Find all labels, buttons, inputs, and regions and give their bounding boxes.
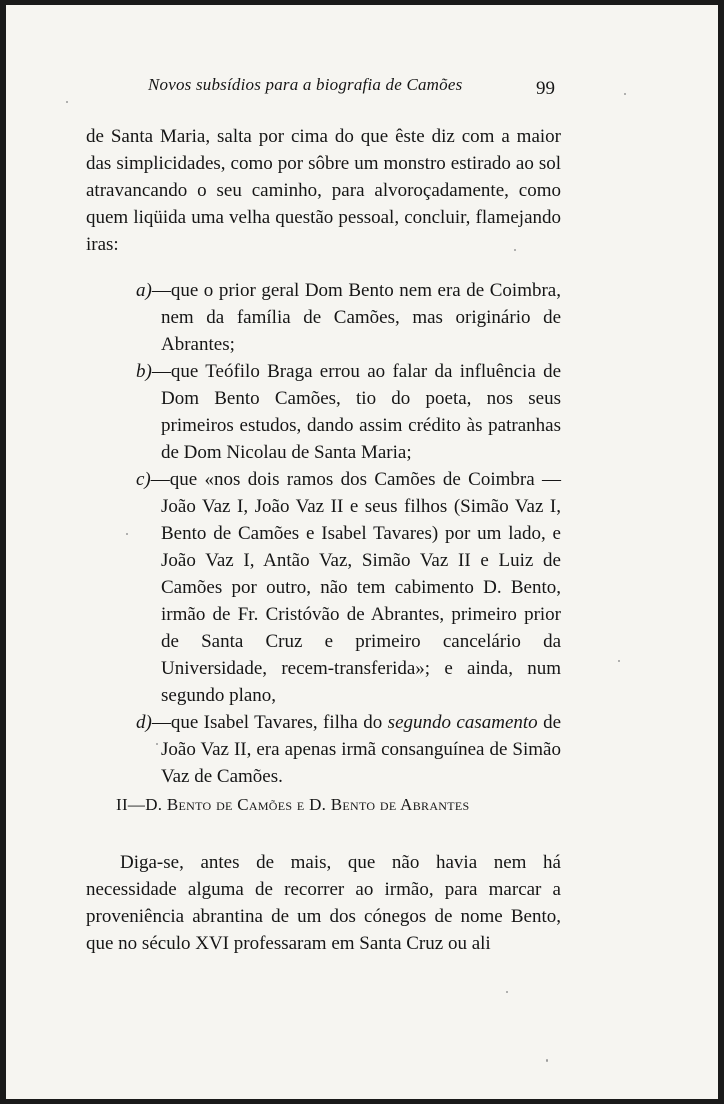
- section-title: D. Bento de Camões e D. Bento de Abrantes: [145, 795, 470, 814]
- paper-speck: [624, 93, 626, 95]
- item-text: —que Teófilo Braga errou ao falar da influência de Dom Bento Camões, tio do poeta, nos seus primeiros estudos, dando assim crédito às patranhas de Dom Nicolau de Santa Maria;: [151, 361, 561, 463]
- paper-speck: [514, 249, 516, 251]
- item-letter: b): [136, 361, 152, 382]
- section-heading: [116, 795, 470, 815]
- item-text-italic: segundo casamento: [387, 712, 538, 733]
- item-text: —que o prior geral Dom Bento nem era de Coimbra, nem da família de Camões, mas originário de Abrantes;: [151, 280, 561, 355]
- item-letter: d): [136, 712, 152, 733]
- book-page: [6, 5, 718, 1099]
- section-number: II—: [116, 795, 146, 814]
- paper-speck: [506, 991, 508, 993]
- page-number: 99: [536, 78, 555, 99]
- item-text: —que Isabel Tavares, filha do: [151, 712, 388, 733]
- enumerated-list: [136, 277, 561, 790]
- list-item: [136, 466, 561, 709]
- paper-speck: [126, 533, 128, 535]
- paper-speck: [66, 101, 68, 103]
- item-letter: c): [136, 469, 151, 490]
- item-text: de João Vaz II, era apenas irmã consanguínea de Simão Vaz de Camões.: [161, 712, 562, 787]
- body-paragraph: de Santa Maria, salta por cima do que êste diz com a maior das simplicidades, como por sôbre um monstro estirado ao sol atravancando o seu caminho, para alvoroçadamente, como quem liqüida uma velha questão pessoal, concluir, flamejando iras:: [86, 126, 561, 255]
- body-paragraph: Diga-se, antes de mais, que não havia nem há necessidade alguma de recorrer ao irmão, para marcar a proveniência abrantina de um dos cónegos de nome Bento, que no século XVI professaram em Santa Cruz ou ali: [86, 852, 561, 954]
- running-title: Novos subsídios para a biografia de Camões: [148, 75, 463, 94]
- paper-speck: [156, 743, 158, 745]
- list-item: [136, 709, 561, 790]
- item-letter: a): [136, 280, 152, 301]
- list-item: [136, 358, 561, 466]
- item-text: —que «nos dois ramos dos Camões de Coimbra —João Vaz I, João Vaz II e seus filhos (Simão Vaz I, Bento de Camões e Isabel Tavares) por um lado, e João Vaz I, Antão Vaz, Simão Vaz II e Luiz de Camões por outro, não tem cabimento D. Bento, irmão de Fr. Cristóvão de Abrantes, primeiro prior de Santa Cruz e primeiro cancelário da Universidade, recem-transferida»; e ainda, num segundo plano,: [150, 469, 561, 706]
- list-item: [136, 277, 561, 358]
- page-header: [6, 75, 718, 105]
- paper-speck: [618, 660, 620, 662]
- paper-speck: [546, 1059, 548, 1062]
